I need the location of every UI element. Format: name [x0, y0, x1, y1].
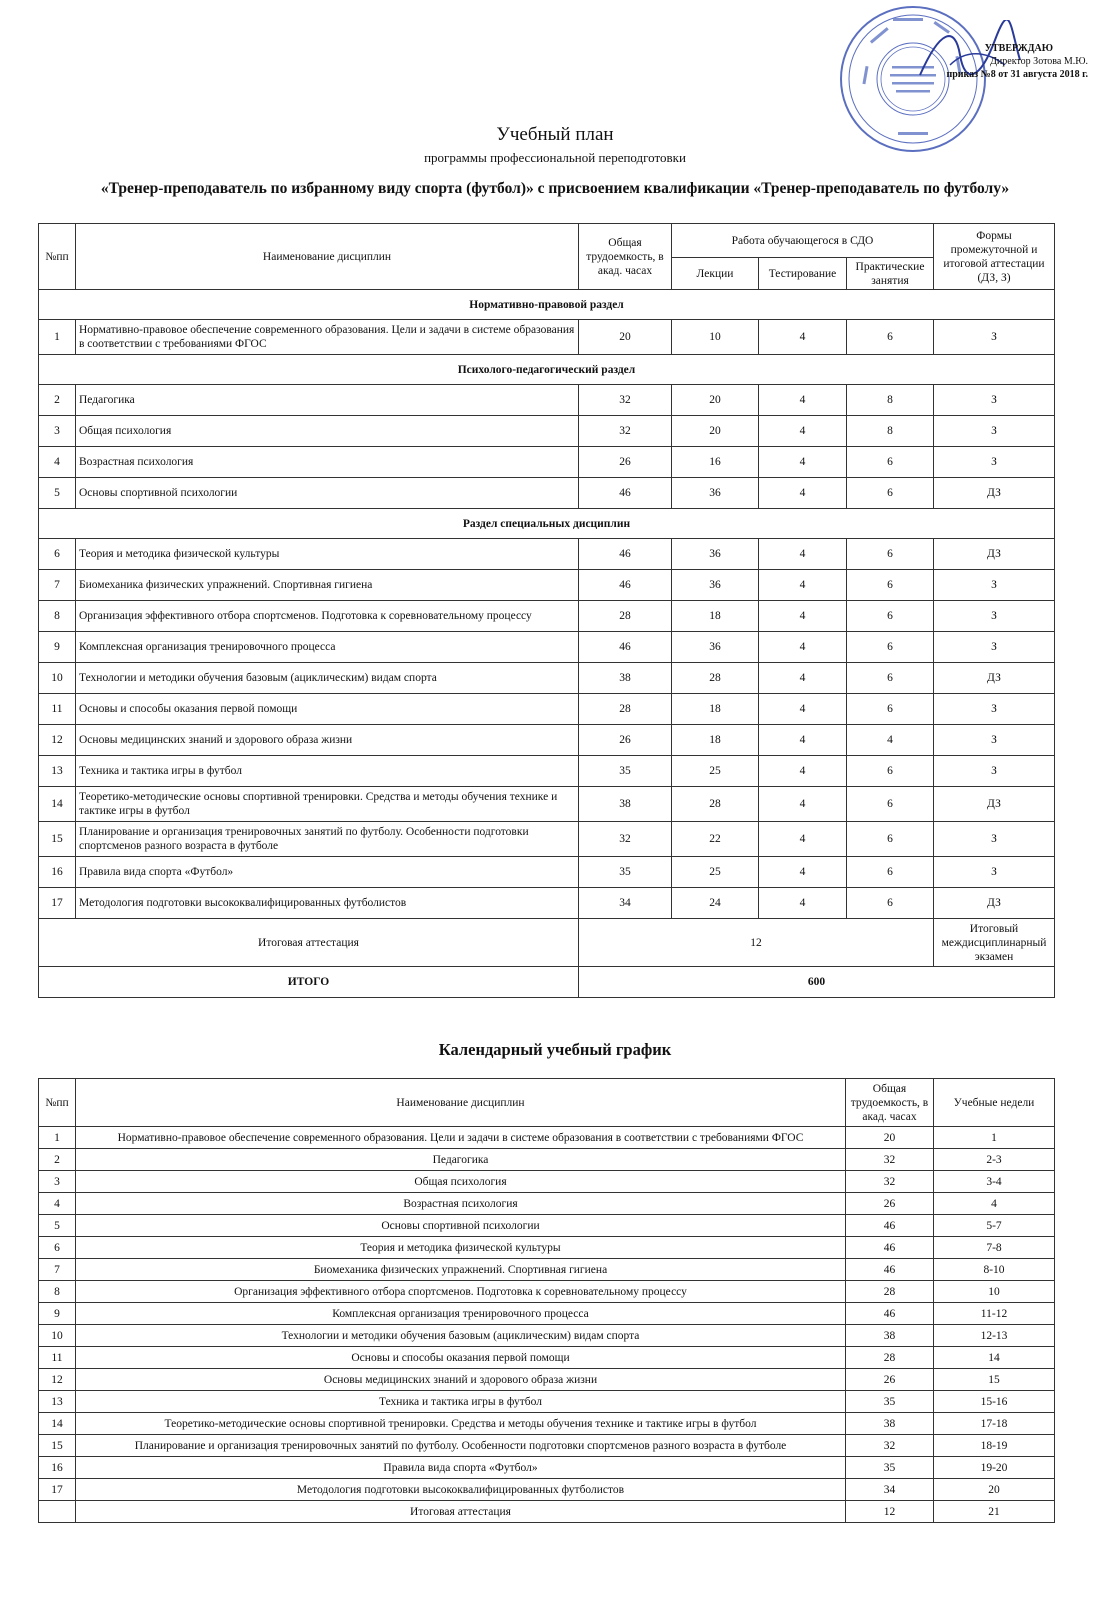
schedule-row	[39, 1237, 1055, 1259]
attestation-form: З	[934, 725, 1055, 756]
study-weeks: 19-20	[934, 1457, 1055, 1479]
total-hours: 46	[579, 539, 672, 570]
row-number: 16	[39, 857, 76, 888]
total-hours: 46	[846, 1259, 934, 1281]
discipline-name: Педагогика	[76, 385, 579, 416]
practice-hours: 6	[847, 539, 934, 570]
study-weeks: 14	[934, 1347, 1055, 1369]
discipline-name: Основы спортивной психологии	[76, 478, 579, 509]
testing-hours: 4	[759, 447, 847, 478]
row-number: 4	[39, 1193, 76, 1215]
final-attestation-row	[39, 919, 1055, 967]
discipline-name: Правила вида спорта «Футбол»	[76, 857, 579, 888]
total-hours: 20	[846, 1127, 934, 1149]
schedule-title: Календарный учебный график	[438, 1040, 672, 1059]
lecture-hours: 18	[672, 725, 759, 756]
plan-row	[39, 725, 1055, 756]
schedule-row	[39, 1259, 1055, 1281]
section-row	[39, 290, 1055, 320]
total-hours: 32	[579, 385, 672, 416]
total-row	[39, 967, 1055, 998]
lecture-hours: 22	[672, 822, 759, 857]
row-number: 9	[39, 1303, 76, 1325]
discipline-name: Теория и методика физической культуры	[76, 1237, 846, 1259]
total-hours: 46	[579, 570, 672, 601]
row-number: 17	[39, 1479, 76, 1501]
plan-row	[39, 385, 1055, 416]
practice-hours: 6	[847, 857, 934, 888]
study-weeks: 10	[934, 1281, 1055, 1303]
plan-row	[39, 447, 1055, 478]
row-number: 13	[39, 756, 76, 787]
plan-header-num: №пп	[39, 224, 76, 290]
total-hours: 32	[846, 1171, 934, 1193]
practice-hours: 6	[847, 320, 934, 355]
final-attestation-hours: 12	[846, 1501, 934, 1523]
row-number: 11	[39, 694, 76, 725]
discipline-name: Биомеханика физических упражнений. Спортивная гигиена	[76, 1259, 846, 1281]
schedule-row	[39, 1413, 1055, 1435]
discipline-name: Планирование и организация тренировочных занятий по футболу. Особенности подготовки спортсменов разного возраста в футболе	[76, 822, 579, 857]
plan-header-practice: Практические занятия	[847, 258, 934, 290]
row-number: 12	[39, 1369, 76, 1391]
study-weeks: 1	[934, 1127, 1055, 1149]
schedule-row	[39, 1479, 1055, 1501]
plan-row	[39, 570, 1055, 601]
schedule-row	[39, 1193, 1055, 1215]
attestation-form: З	[934, 857, 1055, 888]
discipline-name: Основы и способы оказания первой помощи	[76, 694, 579, 725]
total-hours: 35	[579, 756, 672, 787]
schedule-row	[39, 1325, 1055, 1347]
lecture-hours: 36	[672, 632, 759, 663]
testing-hours: 4	[759, 857, 847, 888]
lecture-hours: 28	[672, 787, 759, 822]
discipline-name: Планирование и организация тренировочных занятий по футболу. Особенности подготовки спортсменов разного возраста в футболе	[76, 1435, 846, 1457]
discipline-name: Технологии и методики обучения базовым (ациклическим) видам спорта	[76, 663, 579, 694]
discipline-name: Техника и тактика игры в футбол	[76, 1391, 846, 1413]
discipline-name: Основы медицинских знаний и здорового образа жизни	[76, 1369, 846, 1391]
total-hours: 34	[846, 1479, 934, 1501]
testing-hours: 4	[759, 539, 847, 570]
schedule-table	[38, 1078, 1055, 1523]
study-weeks: 12-13	[934, 1325, 1055, 1347]
plan-header-work: Работа обучающегося в СДО	[672, 224, 934, 258]
row-number: 17	[39, 888, 76, 919]
plan-header-lectures: Лекции	[672, 258, 759, 290]
plan-row	[39, 857, 1055, 888]
plan-row	[39, 478, 1055, 509]
total-hours: 32	[846, 1435, 934, 1457]
final-attestation-label: Итоговая аттестация	[39, 919, 579, 967]
schedule-header-weeks: Учебные недели	[934, 1079, 1055, 1127]
practice-hours: 6	[847, 756, 934, 787]
testing-hours: 4	[759, 725, 847, 756]
plan-header-forms: Формы промежуточной и итоговой аттестации (ДЗ, З)	[934, 224, 1055, 290]
discipline-name: Технологии и методики обучения базовым (ациклическим) видам спорта	[76, 1325, 846, 1347]
attestation-form: ДЗ	[934, 478, 1055, 509]
approval-block	[928, 42, 1088, 81]
lecture-hours: 20	[672, 385, 759, 416]
attestation-form: ДЗ	[934, 663, 1055, 694]
plan-row	[39, 888, 1055, 919]
attestation-form: З	[934, 601, 1055, 632]
practice-hours: 8	[847, 416, 934, 447]
lecture-hours: 18	[672, 601, 759, 632]
section-row	[39, 355, 1055, 385]
plan-row	[39, 663, 1055, 694]
lecture-hours: 28	[672, 663, 759, 694]
schedule-header-num: №пп	[39, 1079, 76, 1127]
plan-row	[39, 539, 1055, 570]
schedule-final-row	[39, 1501, 1055, 1523]
study-weeks: 5-7	[934, 1215, 1055, 1237]
testing-hours: 4	[759, 756, 847, 787]
practice-hours: 6	[847, 447, 934, 478]
lecture-hours: 36	[672, 570, 759, 601]
attestation-form: З	[934, 385, 1055, 416]
plan-table	[38, 223, 1055, 998]
study-weeks: 15-16	[934, 1391, 1055, 1413]
program-name: «Тренер-преподаватель по избранному виду спорта (футбол)» с присвоением квалификации «Тренер-преподаватель по футболу»	[100, 180, 1010, 197]
practice-hours: 6	[847, 888, 934, 919]
schedule-row	[39, 1391, 1055, 1413]
total-hours: 26	[846, 1193, 934, 1215]
study-weeks: 15	[934, 1369, 1055, 1391]
row-number: 15	[39, 1435, 76, 1457]
plan-row	[39, 694, 1055, 725]
testing-hours: 4	[759, 787, 847, 822]
plan-title: Учебный план	[496, 124, 614, 145]
section-title: Психолого-педагогический раздел	[39, 355, 1055, 385]
total-hours: 32	[846, 1149, 934, 1171]
practice-hours: 8	[847, 385, 934, 416]
study-weeks: 2-3	[934, 1149, 1055, 1171]
plan-row	[39, 416, 1055, 447]
lecture-hours: 36	[672, 539, 759, 570]
schedule-row	[39, 1347, 1055, 1369]
total-hours: 38	[846, 1413, 934, 1435]
row-number: 10	[39, 1325, 76, 1347]
testing-hours: 4	[759, 320, 847, 355]
discipline-name: Основы и способы оказания первой помощи	[76, 1347, 846, 1369]
section-title: Раздел специальных дисциплин	[39, 509, 1055, 539]
row-number: 2	[39, 385, 76, 416]
total-hours: 46	[846, 1303, 934, 1325]
discipline-name: Общая психология	[76, 1171, 846, 1193]
lecture-hours: 36	[672, 478, 759, 509]
discipline-name: Организация эффективного отбора спортсменов. Подготовка к соревновательному процессу	[76, 1281, 846, 1303]
final-attestation-weeks: 21	[934, 1501, 1055, 1523]
discipline-name: Теория и методика физической культуры	[76, 539, 579, 570]
testing-hours: 4	[759, 822, 847, 857]
total-hours: 46	[846, 1237, 934, 1259]
practice-hours: 6	[847, 570, 934, 601]
row-number: 5	[39, 478, 76, 509]
row-number: 7	[39, 570, 76, 601]
row-number: 11	[39, 1347, 76, 1369]
schedule-row	[39, 1127, 1055, 1149]
plan-row	[39, 787, 1055, 822]
total-hours: 46	[579, 632, 672, 663]
row-number: 6	[39, 539, 76, 570]
schedule-header-name: Наименование дисциплин	[76, 1079, 846, 1127]
practice-hours: 6	[847, 663, 934, 694]
practice-hours: 6	[847, 478, 934, 509]
row-number: 9	[39, 632, 76, 663]
discipline-name: Организация эффективного отбора спортсменов. Подготовка к соревновательному процессу	[76, 601, 579, 632]
plan-subtitle: программы профессиональной переподготовки	[424, 150, 686, 165]
testing-hours: 4	[759, 385, 847, 416]
attestation-form: З	[934, 756, 1055, 787]
row-number: 8	[39, 601, 76, 632]
plan-row	[39, 822, 1055, 857]
total-hours: 38	[846, 1325, 934, 1347]
total-hours: 28	[579, 694, 672, 725]
schedule-row	[39, 1457, 1055, 1479]
discipline-name: Методология подготовки высококвалифицированных футболистов	[76, 888, 579, 919]
total-hours: 26	[579, 447, 672, 478]
total-label: ИТОГО	[39, 967, 579, 998]
row-number: 8	[39, 1281, 76, 1303]
lecture-hours: 10	[672, 320, 759, 355]
lecture-hours: 25	[672, 857, 759, 888]
lecture-hours: 18	[672, 694, 759, 725]
row-number: 6	[39, 1237, 76, 1259]
attestation-form: З	[934, 320, 1055, 355]
row-number: 16	[39, 1457, 76, 1479]
attestation-form: З	[934, 632, 1055, 663]
schedule-header-total: Общая трудоемкость, в акад. часах	[846, 1079, 934, 1127]
section-title: Нормативно-правовой раздел	[39, 290, 1055, 320]
schedule-row	[39, 1171, 1055, 1193]
discipline-name: Комплексная организация тренировочного процесса	[76, 632, 579, 663]
row-number: 2	[39, 1149, 76, 1171]
total-hours: 20	[579, 320, 672, 355]
study-weeks: 4	[934, 1193, 1055, 1215]
discipline-name: Теоретико-методические основы спортивной тренировки. Средства и методы обучения технике и тактике игры в футбол	[76, 1413, 846, 1435]
discipline-name: Педагогика	[76, 1149, 846, 1171]
row-number: 14	[39, 787, 76, 822]
practice-hours: 6	[847, 787, 934, 822]
study-weeks: 17-18	[934, 1413, 1055, 1435]
testing-hours: 4	[759, 632, 847, 663]
study-weeks: 18-19	[934, 1435, 1055, 1457]
schedule-row	[39, 1369, 1055, 1391]
plan-header-name: Наименование дисциплин	[76, 224, 579, 290]
row-number: 3	[39, 1171, 76, 1193]
total-hours: 35	[846, 1457, 934, 1479]
total-hours: 28	[846, 1281, 934, 1303]
total-hours: 32	[579, 822, 672, 857]
discipline-name: Основы медицинских знаний и здорового образа жизни	[76, 725, 579, 756]
approval-title: УТВЕРЖДАЮ	[984, 43, 1053, 54]
attestation-form: З	[934, 694, 1055, 725]
total-hours: 28	[846, 1347, 934, 1369]
discipline-name: Основы спортивной психологии	[76, 1215, 846, 1237]
discipline-name: Биомеханика физических упражнений. Спортивная гигиена	[76, 570, 579, 601]
final-attestation-form: Итоговый междисциплинарный экзамен	[934, 919, 1055, 967]
practice-hours: 6	[847, 601, 934, 632]
practice-hours: 6	[847, 632, 934, 663]
schedule-row	[39, 1215, 1055, 1237]
discipline-name: Общая психология	[76, 416, 579, 447]
schedule-row	[39, 1303, 1055, 1325]
total-hours: 34	[579, 888, 672, 919]
discipline-name: Возрастная психология	[76, 1193, 846, 1215]
lecture-hours: 20	[672, 416, 759, 447]
plan-header-total: Общая трудоемкость, в акад. часах	[579, 224, 672, 290]
discipline-name: Нормативно-правовое обеспечение современного образования. Цели и задачи в системе образования в соответствии с требованиями ФГОС	[76, 320, 579, 355]
practice-hours: 6	[847, 822, 934, 857]
total-hours: 46	[846, 1215, 934, 1237]
study-weeks: 20	[934, 1479, 1055, 1501]
discipline-name: Комплексная организация тренировочного процесса	[76, 1303, 846, 1325]
study-weeks: 8-10	[934, 1259, 1055, 1281]
lecture-hours: 24	[672, 888, 759, 919]
discipline-name: Возрастная психология	[76, 447, 579, 478]
study-weeks: 11-12	[934, 1303, 1055, 1325]
testing-hours: 4	[759, 478, 847, 509]
discipline-name: Теоретико-методические основы спортивной тренировки. Средства и методы обучения технике и тактике игры в футбол	[76, 787, 579, 822]
total-hours: 26	[846, 1369, 934, 1391]
practice-hours: 4	[847, 725, 934, 756]
plan-row	[39, 756, 1055, 787]
empty-cell	[39, 1501, 76, 1523]
row-number: 14	[39, 1413, 76, 1435]
attestation-form: З	[934, 822, 1055, 857]
approval-director: Директор Зотова М.Ю.	[990, 56, 1088, 67]
final-attestation-name: Итоговая аттестация	[76, 1501, 846, 1523]
attestation-form: ДЗ	[934, 539, 1055, 570]
discipline-name: Правила вида спорта «Футбол»	[76, 1457, 846, 1479]
schedule-row	[39, 1281, 1055, 1303]
row-number: 4	[39, 447, 76, 478]
discipline-name: Нормативно-правовое обеспечение современного образования. Цели и задачи в системе образования в соответствии с требованиями ФГОС	[76, 1127, 846, 1149]
lecture-hours: 16	[672, 447, 759, 478]
total-hours: 32	[579, 416, 672, 447]
total-hours: 35	[846, 1391, 934, 1413]
testing-hours: 4	[759, 601, 847, 632]
total-hours: 38	[579, 787, 672, 822]
row-number: 1	[39, 320, 76, 355]
total-hours: 35	[579, 857, 672, 888]
row-number: 13	[39, 1391, 76, 1413]
attestation-form: ДЗ	[934, 888, 1055, 919]
final-attestation-hours: 12	[579, 919, 934, 967]
total-hours: 38	[579, 663, 672, 694]
lecture-hours: 25	[672, 756, 759, 787]
total-hours: 46	[579, 478, 672, 509]
row-number: 7	[39, 1259, 76, 1281]
row-number: 10	[39, 663, 76, 694]
attestation-form: З	[934, 447, 1055, 478]
attestation-form: З	[934, 570, 1055, 601]
row-number: 1	[39, 1127, 76, 1149]
practice-hours: 6	[847, 694, 934, 725]
discipline-name: Методология подготовки высококвалифицированных футболистов	[76, 1479, 846, 1501]
plan-header-testing: Тестирование	[759, 258, 847, 290]
testing-hours: 4	[759, 888, 847, 919]
total-hours: 26	[579, 725, 672, 756]
plan-row	[39, 320, 1055, 355]
schedule-row	[39, 1435, 1055, 1457]
total-hours-value: 600	[579, 967, 1055, 998]
total-hours: 28	[579, 601, 672, 632]
row-number: 12	[39, 725, 76, 756]
study-weeks: 7-8	[934, 1237, 1055, 1259]
attestation-form: ДЗ	[934, 787, 1055, 822]
schedule-row	[39, 1149, 1055, 1171]
row-number: 3	[39, 416, 76, 447]
testing-hours: 4	[759, 694, 847, 725]
row-number: 5	[39, 1215, 76, 1237]
attestation-form: З	[934, 416, 1055, 447]
testing-hours: 4	[759, 663, 847, 694]
discipline-name: Техника и тактика игры в футбол	[76, 756, 579, 787]
section-row	[39, 509, 1055, 539]
testing-hours: 4	[759, 416, 847, 447]
testing-hours: 4	[759, 570, 847, 601]
plan-row	[39, 601, 1055, 632]
study-weeks: 3-4	[934, 1171, 1055, 1193]
approval-order: приказ №8 от 31 августа 2018 г.	[946, 69, 1088, 80]
plan-row	[39, 632, 1055, 663]
row-number: 15	[39, 822, 76, 857]
